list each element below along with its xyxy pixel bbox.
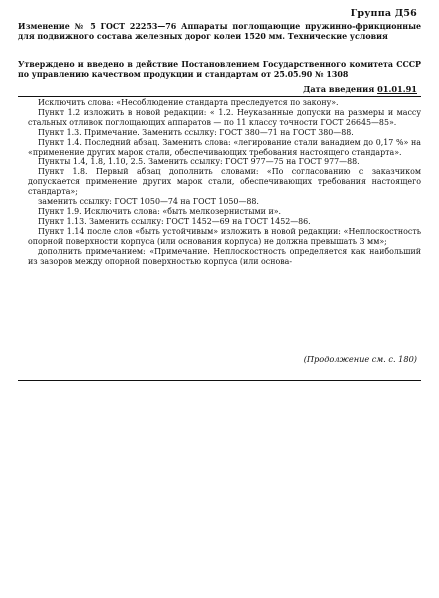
effective-date: [303, 84, 417, 94]
top-divider: [18, 96, 421, 97]
body-paragraph: Пункт 1.2 изложить в новой редакции: « 1.2. Неуказанные допуски на размеры и массу стальных отливок поглощающих аппаратов — по 11 классу точности ГОСТ 26645—85».: [28, 107, 421, 127]
effective-date-label: Дата введения: [303, 84, 375, 94]
body-paragraph: Пункт 1.3. Примечание. Заменить ссылку: ГОСТ 380—71 на ГОСТ 380—88.: [38, 127, 354, 137]
body-paragraph: Пункт 1.8. Первый абзац дополнить словами: «По согласованию с заказчиком допускается применение других марок стали, обеспечивающих требования настоящего стандарта»;: [28, 167, 421, 197]
body-paragraph: Исключить слова: «Несоблюдение стандарта преследуется по закону».: [38, 98, 339, 107]
approval-statement: [18, 60, 421, 80]
bottom-divider: [18, 380, 421, 381]
amendment-title-text: Изменение № 5 ГОСТ 22253—76 Аппараты поглощающие пружинно-фрикционные для подвижного состава железных дорог колеи 1520 мм. Технические условия: [18, 22, 421, 41]
body-paragraph: дополнить примечанием: «Примечание. Неплоскостность определяется как наибольший из зазоров между опорной поверхностью корпуса (или основа-: [28, 246, 421, 266]
effective-date-value: 01.01.91: [377, 84, 417, 94]
amendment-body: [28, 98, 421, 266]
body-paragraph: Пункт 1.13. Заменить ссылку: ГОСТ 1452—69 на ГОСТ 1452—86.: [38, 216, 311, 226]
body-paragraph: Пункт 1.4. Последний абзац. Заменить слова: «легирование стали ванадием до 0,17 %» на «применение других марок стали, обеспечивающих требования настоящего стандарта».: [28, 137, 421, 157]
group-code: Группа Д56: [350, 8, 417, 19]
body-paragraph: Пункты 1.4, 1.8, 1.10, 2.5. Заменить ссылку: ГОСТ 977—75 на ГОСТ 977—88.: [38, 157, 360, 167]
approval-statement-text: Утверждено и введено в действие Постановлением Государственного комитета СССР по управлению качеством продукции и стандартам от 25.05.90 № 1308: [18, 60, 421, 79]
continuation-note: (Продолжение см. с. 180): [303, 354, 417, 364]
body-paragraph: Пункт 1.14 после слов «быть устойчивым» изложить в новой редакции: «Неплоскостность опорной поверхности корпуса (или основания корпуса) не должна превышать 3 мм»;: [28, 226, 421, 246]
body-paragraph: заменить ссылку: ГОСТ 1050—74 на ГОСТ 1050—88.: [38, 197, 259, 207]
body-paragraph: Пункт 1.9. Исключить слова: «быть мелкозернистыми и».: [38, 206, 282, 216]
amendment-title: [18, 22, 421, 42]
